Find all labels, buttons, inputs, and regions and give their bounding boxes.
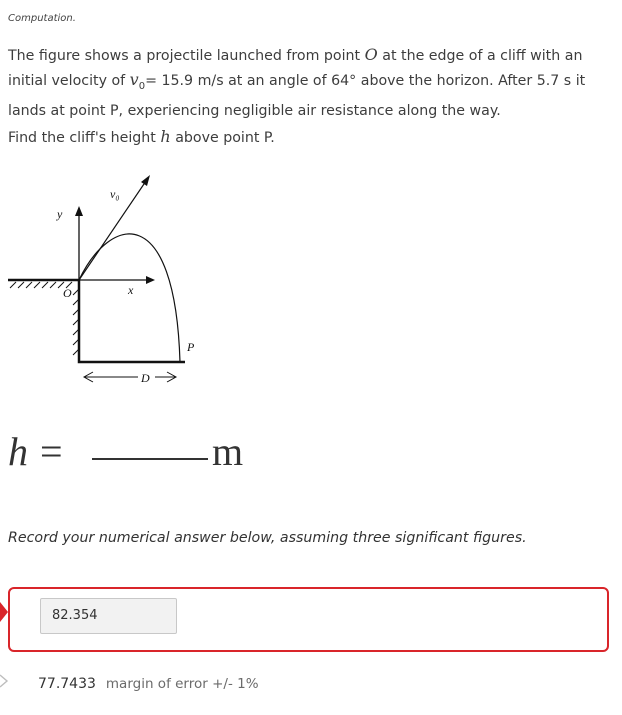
instruction-text: Record your numerical answer below, assuming three significant figures. — [8, 530, 527, 546]
answer-blank-line — [92, 458, 208, 460]
answer-var: h — [8, 429, 28, 474]
label-d: D — [141, 371, 150, 385]
margin-of-error: margin of error +/- 1% — [105, 676, 259, 692]
problem-statement — [8, 43, 608, 123]
label-o: O — [63, 286, 72, 300]
question-prefix: Find the cliff's height — [8, 130, 161, 146]
velocity-subscript: 0 — [138, 80, 146, 92]
label-v0: v₀ — [110, 187, 120, 201]
category-label: Computation. — [8, 13, 76, 24]
cliff-outline — [8, 280, 185, 362]
label-p: P — [187, 340, 195, 354]
answer-equation — [8, 428, 63, 475]
y-axis-arrowhead — [75, 206, 83, 216]
trajectory-curve — [79, 234, 180, 362]
problem-text-1: The figure shows a projectile launched from point — [8, 48, 365, 64]
answer-unit: m — [212, 429, 244, 474]
velocity-arrowhead — [141, 175, 150, 186]
label-x: x — [128, 283, 134, 297]
velocity-symbol: v — [129, 70, 139, 89]
question-suffix: above point P. — [170, 130, 275, 146]
label-y: y — [57, 207, 63, 221]
problem-text-2: at the edge of a cliff with an initial velocity of — [8, 48, 583, 89]
x-axis-arrowhead — [146, 276, 155, 284]
correct-answer — [38, 676, 259, 692]
point-o-symbol: O — [364, 45, 378, 64]
question-text — [8, 127, 275, 146]
answer-equals: = — [40, 429, 63, 474]
problem-text-3: = 15.9 m/s at an angle of 64° above the horizon. After 5.7 s it lands at point P, experiencing negligible air resistance along the way. — [8, 73, 586, 119]
height-symbol: h — [160, 127, 171, 146]
correct-answer-value: 77.7433 — [38, 676, 96, 692]
incorrect-marker-icon — [0, 602, 8, 622]
projectile-figure — [0, 170, 230, 400]
correct-answer-chevron-icon — [0, 674, 10, 688]
answer-input[interactable]: 82.354 — [40, 598, 177, 634]
